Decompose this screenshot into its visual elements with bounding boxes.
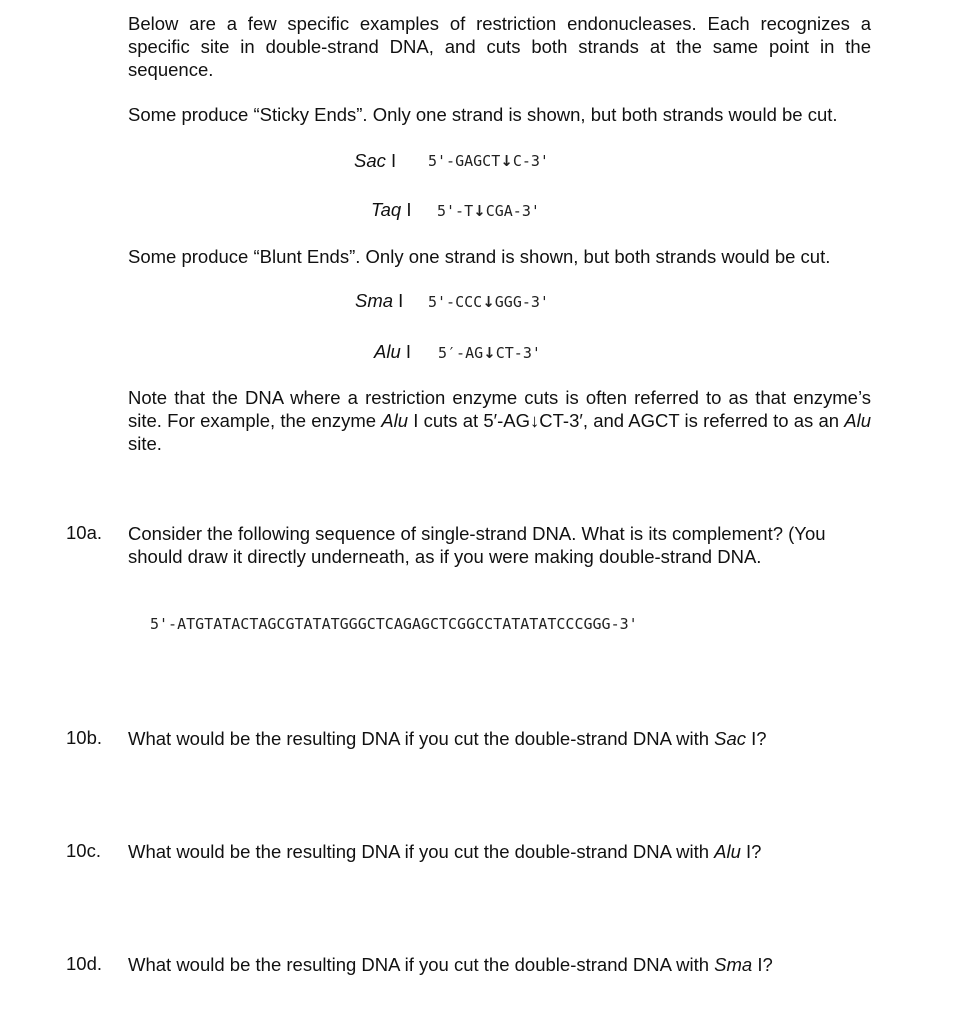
question-10a-number: 10a. (66, 522, 103, 543)
blunt-ends-heading: Some produce “Blunt Ends”. Only one strand is shown, but both strands would be cut. (128, 246, 831, 267)
enzyme-suffix: I (400, 341, 412, 362)
question-suffix: I? (752, 954, 773, 975)
question-text: What would be the resulting DNA if you cut the double-strand DNA with (128, 954, 715, 975)
enzyme-name: Sac (354, 150, 386, 171)
note-enzyme-1: Alu (381, 410, 409, 431)
question-10c-number: 10c. (66, 840, 101, 861)
note-paragraph (128, 386, 871, 455)
question-enzyme: Sma (714, 954, 753, 975)
question-suffix: I? (740, 841, 762, 862)
note-enzyme-2: Alu (844, 410, 871, 431)
sequence-right: GGG-3' (494, 293, 549, 311)
enzyme-name: Alu (374, 341, 401, 362)
note-text-2: I cuts at 5′-AG↓CT-3′, and AGCT is referred to as an (408, 410, 845, 431)
taq-recognition-sequence (437, 202, 540, 220)
enzyme-alu-row (374, 341, 411, 363)
question-enzyme: Sac (714, 728, 747, 749)
sticky-ends-heading: Some produce “Sticky Ends”. Only one strand is shown, but both strands would be cut. (128, 104, 838, 125)
sequence-right: C-3' (512, 152, 549, 170)
cut-arrow-icon: ↓ (482, 293, 495, 311)
sequence-right: CGA-3' (485, 202, 540, 220)
enzyme-sma-row (355, 290, 403, 312)
alu-recognition-sequence (438, 344, 541, 362)
sequence-left: 5'-T (437, 202, 474, 220)
sma-recognition-sequence (428, 293, 549, 311)
question-suffix: I? (746, 728, 767, 749)
question-10d-text (128, 953, 888, 976)
cut-arrow-icon: ↓ (500, 152, 513, 170)
enzyme-suffix: I (401, 199, 412, 220)
enzyme-name: Taq (371, 199, 402, 220)
sequence-left: 5'-GAGCT (428, 152, 501, 170)
question-enzyme: Alu (714, 841, 741, 862)
sac-recognition-sequence (428, 152, 549, 170)
question-text: What would be the resulting DNA if you cut the double-strand DNA with (128, 728, 715, 749)
cut-arrow-icon: ↓ (483, 344, 496, 362)
question-10d-number: 10d. (66, 953, 103, 974)
question-10a-sequence: 5'-ATGTATACTAGCGTATATGGGCTCAGAGCTCGGCCTATATATCCCGGG-3' (150, 615, 638, 633)
question-10c-text (128, 840, 888, 863)
enzyme-sac-row (354, 150, 396, 172)
sequence-left: 5'-CCC (428, 293, 483, 311)
question-10a-text: Consider the following sequence of single-strand DNA. What is its complement? (You should draw it directly underneath, as if you were making double-strand DNA. (128, 523, 826, 567)
note-text-1: Note that the DNA where a restriction enzyme cuts is often referred to as that enzyme’s site. For example, the enzyme (128, 387, 871, 431)
question-10b-number: 10b. (66, 727, 103, 748)
intro-paragraph: Below are a few specific examples of restriction endonucleases. Each recognizes a specific site in double-strand DNA, and cuts both strands at the same point in the sequence. (128, 13, 871, 80)
note-text-3: site. (128, 433, 162, 454)
sequence-right: CT-3' (495, 344, 541, 362)
enzyme-name: Sma (355, 290, 394, 311)
sequence-left: 5′-AG (438, 344, 484, 362)
enzyme-taq-row (371, 199, 411, 221)
question-10b-text (128, 727, 888, 750)
enzyme-suffix: I (393, 290, 404, 311)
enzyme-suffix: I (385, 150, 397, 171)
cut-arrow-icon: ↓ (473, 202, 486, 220)
question-text: What would be the resulting DNA if you cut the double-strand DNA with (128, 841, 715, 862)
